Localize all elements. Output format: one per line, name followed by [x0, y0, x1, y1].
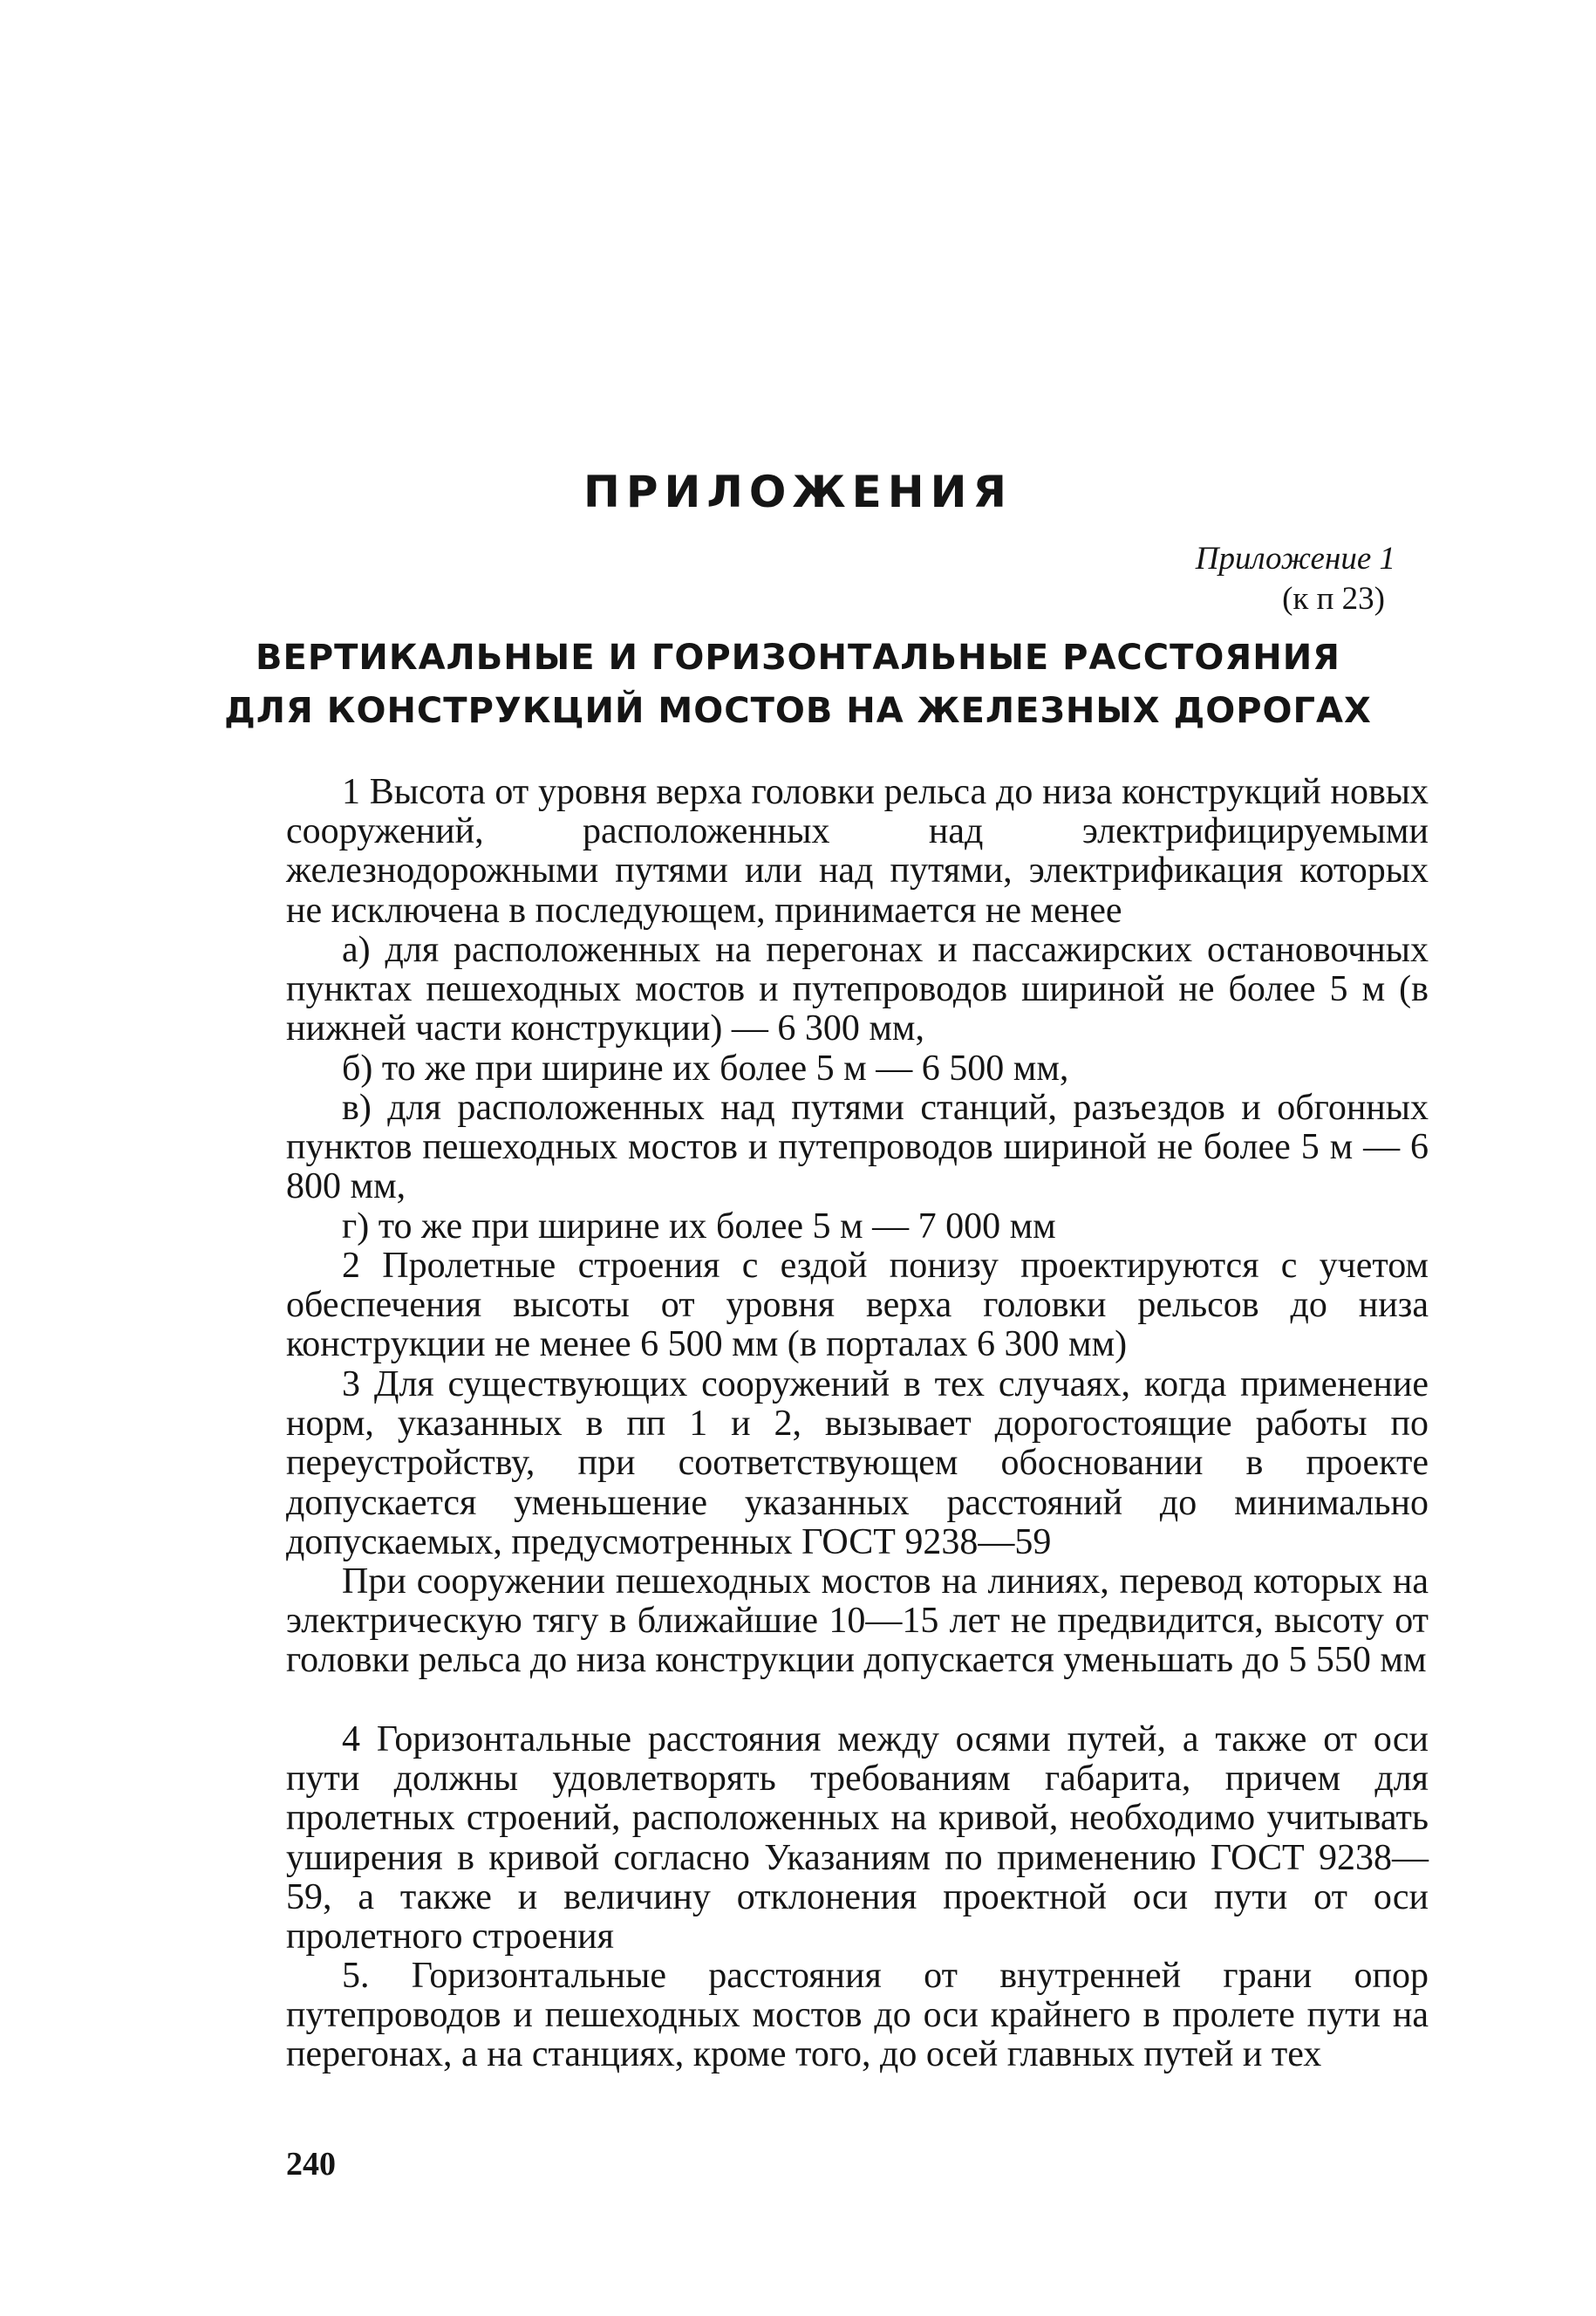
paragraph-1g: г) то же при ширине их более 5 м — 7 000 мм — [342, 1206, 1056, 1247]
page-number: 240 — [286, 2146, 336, 2183]
paragraph-4: 4 Горизонтальные расстояния между осями путей, а также от оси пути должны удовлетворять требованиям габарита, причем для пролетных строений, расположенных на кривой, необходимо учитывать уширения в кривой согласно Указаниям по применению ГОСТ 9238—59, а также и величину отклонения проектной оси пути от оси пролетного строения — [286, 1719, 1429, 1957]
appendix-label: Приложение 1 — [1195, 541, 1395, 577]
paragraph-2: 2 Пролетные строения с ездой понизу проектируются с учетом обеспечения высоты от уровня верха головки рельсов до низа конструкции не менее 6 500 мм (в порталах 6 300 мм) — [286, 1246, 1429, 1365]
appendix-title-line-2: ДЛЯ КОНСТРУКЦИЙ МОСТОВ НА ЖЕЛЕЗНЫХ ДОРОГАХ — [224, 691, 1372, 731]
appendix-title — [0, 632, 1596, 738]
appendix-title-line-1: ВЕРТИКАЛЬНЫЕ И ГОРИЗОНТАЛЬНЫЕ РАССТОЯНИЯ — [256, 638, 1340, 678]
paragraph-1v: в) для расположенных над путями станций, разъездов и обгонных пунктов пешеходных мостов и путепроводов шириной не более 5 м — 6 800 мм, — [286, 1088, 1429, 1207]
paragraph-5: 5. Горизонтальные расстояния от внутренней грани опор путепроводов и пешеходных мостов до оси крайнего в пролете пути на перегонах, а на станциях, кроме того, до осей главных путей и тех — [286, 1956, 1429, 2075]
paragraph-3-note: При сооружении пешеходных мостов на линиях, перевод которых на электрическую тягу в ближайшие 10—15 лет не предвидится, высоту от головки рельса до низа конструкции допускается уменьшать до 5 550 мм — [286, 1561, 1429, 1681]
paragraph-1a: а) для расположенных на перегонах и пассажирских остановочных пунктах пешеходных мостов и путепроводов шириной не более 5 м (в нижней части конструкции) — 6 300 мм, — [286, 930, 1429, 1049]
section-title: ПРИЛОЖЕНИЯ — [583, 467, 1013, 517]
paragraph-3: 3 Для существующих сооружений в тех случаях, когда применение норм, указанных в пп 1 и 2, вызывает дорогостоящие работы по переустройству, при соответствующем обосновании в проекте допускается уменьшение указанных расстояний до минимально допускаемых, предусмотренных ГОСТ 9238—59 — [286, 1364, 1429, 1562]
appendix-clause: (к п 23) — [1282, 581, 1385, 617]
paragraph-1: 1 Высота от уровня верха головки рельса до низа конструкций новых сооружений, расположенных над электрифицируемыми железнодорожными путями или над путями, электрификация которых не исключена в последующем, принимается не менее — [286, 772, 1429, 931]
paragraph-1b: б) то же при ширине их более 5 м — 6 500 мм, — [342, 1049, 1069, 1089]
appendix-reference — [1196, 539, 1395, 619]
